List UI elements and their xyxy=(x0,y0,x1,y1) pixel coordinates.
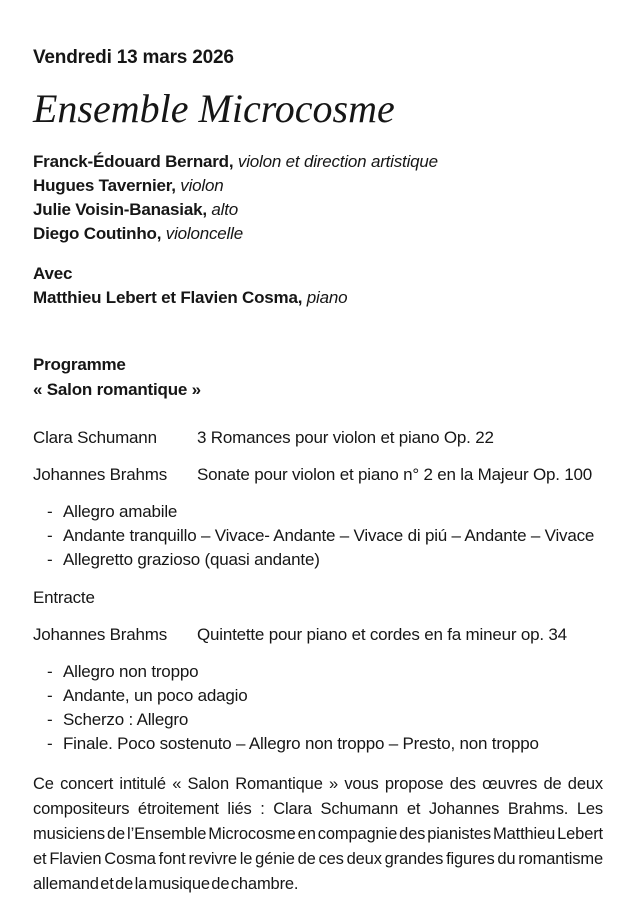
guests-intro: Avec xyxy=(33,264,73,283)
movements-list xyxy=(33,500,603,572)
guest-names: Matthieu Lebert et Flavien Cosma xyxy=(33,288,298,307)
performer-name: Franck-Édouard Bernard xyxy=(33,152,229,171)
name-role-separator: , xyxy=(297,288,307,307)
concert-description: Ce concert intitulé « Salon Romantique » vous propose des œuvres de deux compositeurs étroitement liés : Clara Schumann et Johannes Brahms. Les musiciens de l’Ensemble Microcosme en compagnie des pianistes Matthieu Lebert et Flavien Cosma font revivre le génie de ces deux grandes figures du romantisme allemand et de la musique de chambre. xyxy=(33,775,603,893)
dash-bullet: - xyxy=(47,662,53,681)
composer-name: Clara Schumann xyxy=(33,428,157,447)
movement-title: Andante, un poco adagio xyxy=(63,686,248,705)
movement-title: Scherzo : Allegro xyxy=(63,710,189,729)
dash-bullet: - xyxy=(47,550,53,569)
movement-line xyxy=(47,684,603,708)
programme-item xyxy=(33,623,603,647)
guests-line xyxy=(33,286,603,310)
movement-line xyxy=(47,708,603,732)
movement-line xyxy=(47,732,603,756)
ensemble-title: Ensemble Microcosme xyxy=(33,86,395,131)
performer-role: violon et direction artistique xyxy=(237,152,438,171)
composer-name: Johannes Brahms xyxy=(33,465,168,484)
performer-name: Julie Voisin-Banasiak xyxy=(33,200,203,219)
movement-title: Finale. Poco sostenuto – Allegro non troppo – Presto, non troppo xyxy=(63,734,539,753)
entracte-label: Entracte xyxy=(33,588,95,607)
movement-title: Andante tranquillo – Vivace- Andante – Vivace di piú – Andante – Vivace xyxy=(63,526,595,545)
programme-item xyxy=(33,426,603,450)
movement-title: Allegretto grazioso (quasi andante) xyxy=(63,550,320,569)
composer-name: Johannes Brahms xyxy=(33,625,168,644)
movement-line xyxy=(47,548,603,572)
performer-role: alto xyxy=(211,200,238,219)
work-title: Sonate pour violon et piano n° 2 en la Majeur Op. 100 xyxy=(197,465,593,484)
performer-line xyxy=(33,222,603,246)
movement-title: Allegro amabile xyxy=(63,502,178,521)
performers-list xyxy=(33,150,603,246)
movement-line xyxy=(47,660,603,684)
performer-role: violon xyxy=(180,176,224,195)
movements-list xyxy=(33,660,603,756)
guest-role: piano xyxy=(306,288,348,307)
programme-heading: Programme xyxy=(33,355,126,374)
performer-line xyxy=(33,174,603,198)
guest-pianists-block xyxy=(33,262,603,310)
movement-line xyxy=(47,500,603,524)
performer-name: Hugues Tavernier xyxy=(33,176,172,195)
name-role-separator: , xyxy=(228,152,238,171)
programme-heading-block xyxy=(33,352,603,402)
name-role-separator: , xyxy=(202,200,212,219)
performer-name: Diego Coutinho xyxy=(33,224,157,243)
dash-bullet: - xyxy=(47,710,53,729)
dash-bullet: - xyxy=(47,734,53,753)
name-role-separator: , xyxy=(171,176,181,195)
programme-item xyxy=(33,463,603,487)
work-title: Quintette pour piano et cordes en fa mineur op. 34 xyxy=(197,625,567,644)
dash-bullet: - xyxy=(47,502,53,521)
performer-line xyxy=(33,150,603,174)
programme-subtitle: « Salon romantique » xyxy=(33,380,201,399)
movement-line xyxy=(47,524,603,548)
work-title: 3 Romances pour violon et piano Op. 22 xyxy=(197,428,494,447)
concert-date: Vendredi 13 mars 2026 xyxy=(33,47,234,68)
performer-role: violoncelle xyxy=(165,224,243,243)
performer-line xyxy=(33,198,603,222)
dash-bullet: - xyxy=(47,526,53,545)
movement-title: Allegro non troppo xyxy=(63,662,199,681)
name-role-separator: , xyxy=(156,224,166,243)
dash-bullet: - xyxy=(47,686,53,705)
